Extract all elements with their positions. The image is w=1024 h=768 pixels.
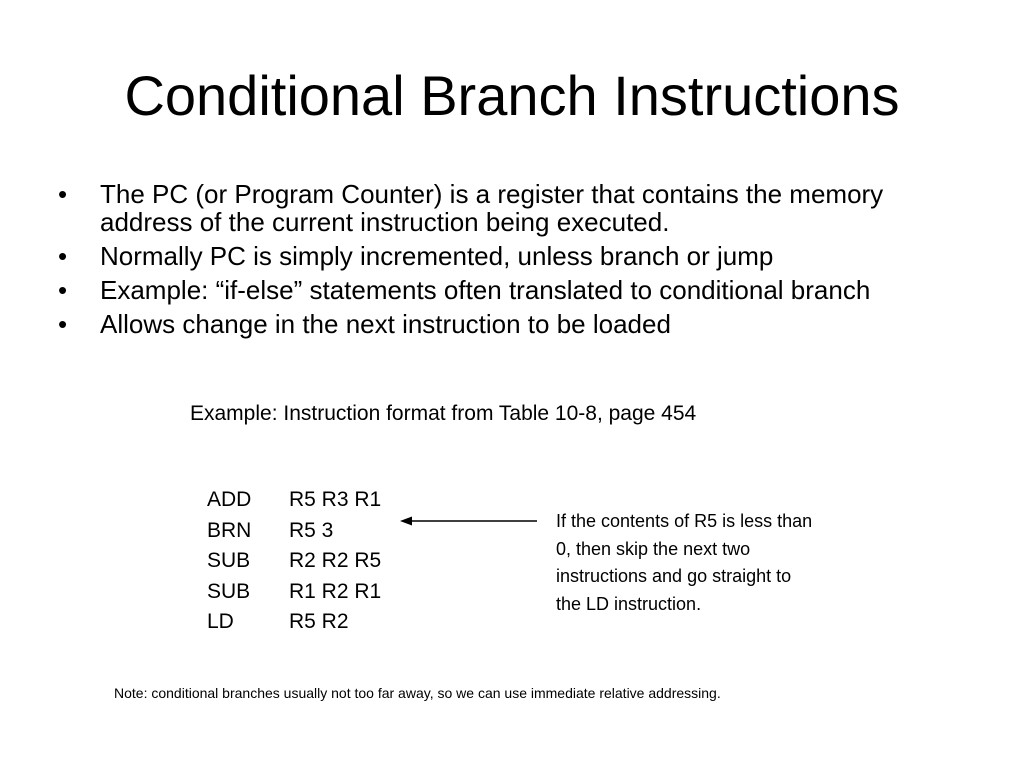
instruction-operands: R1 R2 R1 bbox=[289, 579, 382, 603]
bullet-list bbox=[58, 180, 978, 344]
bullet-icon: • bbox=[58, 241, 68, 271]
instruction-opcode: SUB bbox=[207, 579, 251, 603]
bullet-icon: • bbox=[58, 309, 68, 339]
bullet-icon: • bbox=[58, 179, 68, 209]
example-caption: Example: Instruction format from Table 10-8, page 454 bbox=[190, 402, 697, 425]
slide-title: Conditional Branch Instructions bbox=[124, 64, 900, 127]
instruction-row bbox=[207, 516, 381, 547]
instruction-opcode: ADD bbox=[207, 488, 252, 511]
footnote: Note: conditional branches usually not too far away, so we can use immediate relative addressing. bbox=[114, 685, 721, 701]
bullet-item bbox=[58, 242, 978, 270]
instruction-operands: R5 R3 R1 bbox=[289, 488, 382, 511]
instruction-operands: R5 3 bbox=[289, 518, 334, 542]
bullet-item bbox=[58, 276, 978, 304]
bullet-text: Normally PC is simply incremented, unless branch or jump bbox=[100, 241, 774, 271]
bullet-text: Allows change in the next instruction to be loaded bbox=[100, 309, 671, 339]
bullet-text: Example: “if-else” statements often translated to conditional branch bbox=[100, 275, 871, 305]
branch-explanation: If the contents of R5 is less than 0, then skip the next two instructions and go straight to the LD instruction. bbox=[556, 511, 813, 614]
instruction-opcode: LD bbox=[207, 610, 234, 633]
bullet-item bbox=[58, 180, 978, 236]
instruction-opcode: BRN bbox=[207, 518, 252, 542]
instruction-row bbox=[207, 607, 381, 638]
instruction-row bbox=[207, 546, 381, 577]
instruction-operands: R5 R2 bbox=[289, 610, 349, 633]
bullet-text: The PC (or Program Counter) is a register that contains the memory address of the current instruction being executed. bbox=[100, 179, 884, 237]
bullet-icon: • bbox=[58, 275, 68, 305]
instruction-operands: R2 R2 R5 bbox=[289, 549, 382, 572]
instruction-opcode: SUB bbox=[207, 549, 251, 572]
bullet-item bbox=[58, 310, 978, 338]
instruction-row bbox=[207, 577, 381, 608]
instruction-listing bbox=[207, 485, 381, 638]
left-arrow-icon bbox=[400, 510, 540, 530]
instruction-row bbox=[207, 485, 381, 516]
